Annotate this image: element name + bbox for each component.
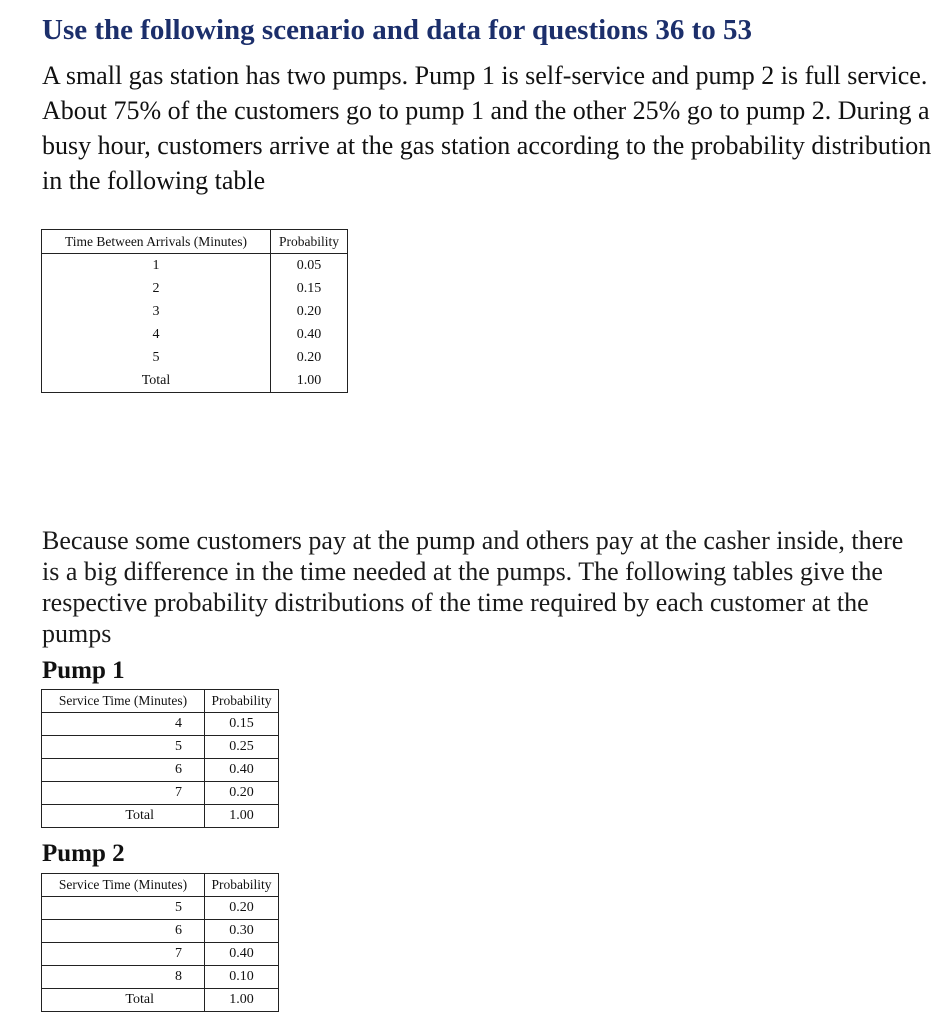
table-row (42, 897, 279, 920)
pump1-table (41, 689, 279, 828)
column-header: Probability (205, 690, 279, 713)
table-row (42, 346, 348, 369)
table-cell: 0.20 (271, 300, 348, 323)
column-header: Service Time (Minutes) (42, 874, 205, 897)
table-cell: 2 (42, 277, 271, 300)
table-row (42, 300, 348, 323)
table-header-row (42, 230, 348, 254)
table-cell: 0.10 (205, 966, 279, 989)
table-row (42, 277, 348, 300)
pump-time-paragraph: Because some customers pay at the pump and others pay at the casher inside, there is a big difference in the time needed at the pumps. The following tables give the respective probability distributions of the time required by each customer at the pumps (42, 526, 904, 648)
table-cell: 5 (42, 736, 205, 759)
table-cell: 0.20 (271, 346, 348, 369)
table-cell: 0.15 (271, 277, 348, 300)
table-cell: 8 (42, 966, 205, 989)
table-total-row (42, 369, 348, 393)
table-cell: 1 (42, 254, 271, 278)
table-row (42, 254, 348, 278)
table-row (42, 736, 279, 759)
column-header: Time Between Arrivals (Minutes) (42, 230, 271, 254)
table-total-row (42, 805, 279, 828)
table-cell: 1.00 (205, 989, 279, 1012)
table-cell: 1.00 (271, 369, 348, 393)
table-cell: Total (42, 805, 205, 828)
table-row (42, 713, 279, 736)
arrival-table (41, 229, 348, 393)
table-cell: 0.05 (271, 254, 348, 278)
column-header: Service Time (Minutes) (42, 690, 205, 713)
intro-paragraph: A small gas station has two pumps. Pump 1 is self-service and pump 2 is full service. About 75% of the customers go to pump 1 and the other 25% go to pump 2. During a busy hour, customers arrive at the gas station according to the probability distribution in the following table (42, 61, 932, 195)
table-cell: 4 (42, 713, 205, 736)
table-cell: 0.40 (205, 759, 279, 782)
pump2-table (41, 873, 279, 1012)
table-cell: 4 (42, 323, 271, 346)
table-row (42, 966, 279, 989)
table-cell: 0.40 (271, 323, 348, 346)
table-row (42, 323, 348, 346)
table-cell: 0.20 (205, 782, 279, 805)
table-header-row (42, 874, 279, 897)
table-cell: Total (42, 989, 205, 1012)
column-header: Probability (271, 230, 348, 254)
table-cell: 5 (42, 897, 205, 920)
table-row (42, 943, 279, 966)
pump2-title: Pump 2 (42, 840, 125, 867)
table-cell: 1.00 (205, 805, 279, 828)
table-row (42, 759, 279, 782)
table-cell: 7 (42, 782, 205, 805)
table-header-row (42, 690, 279, 713)
table-cell: 0.40 (205, 943, 279, 966)
page-heading: Use the following scenario and data for questions 36 to 53 (42, 14, 752, 46)
table-cell: 3 (42, 300, 271, 323)
table-row (42, 920, 279, 943)
table-cell: 0.25 (205, 736, 279, 759)
table-cell: 0.15 (205, 713, 279, 736)
pump1-title: Pump 1 (42, 657, 125, 684)
table-cell: 5 (42, 346, 271, 369)
table-cell: 0.20 (205, 897, 279, 920)
table-cell: 0.30 (205, 920, 279, 943)
table-cell: Total (42, 369, 271, 393)
table-row (42, 782, 279, 805)
table-total-row (42, 989, 279, 1012)
table-cell: 6 (42, 920, 205, 943)
table-cell: 7 (42, 943, 205, 966)
table-cell: 6 (42, 759, 205, 782)
column-header: Probability (205, 874, 279, 897)
